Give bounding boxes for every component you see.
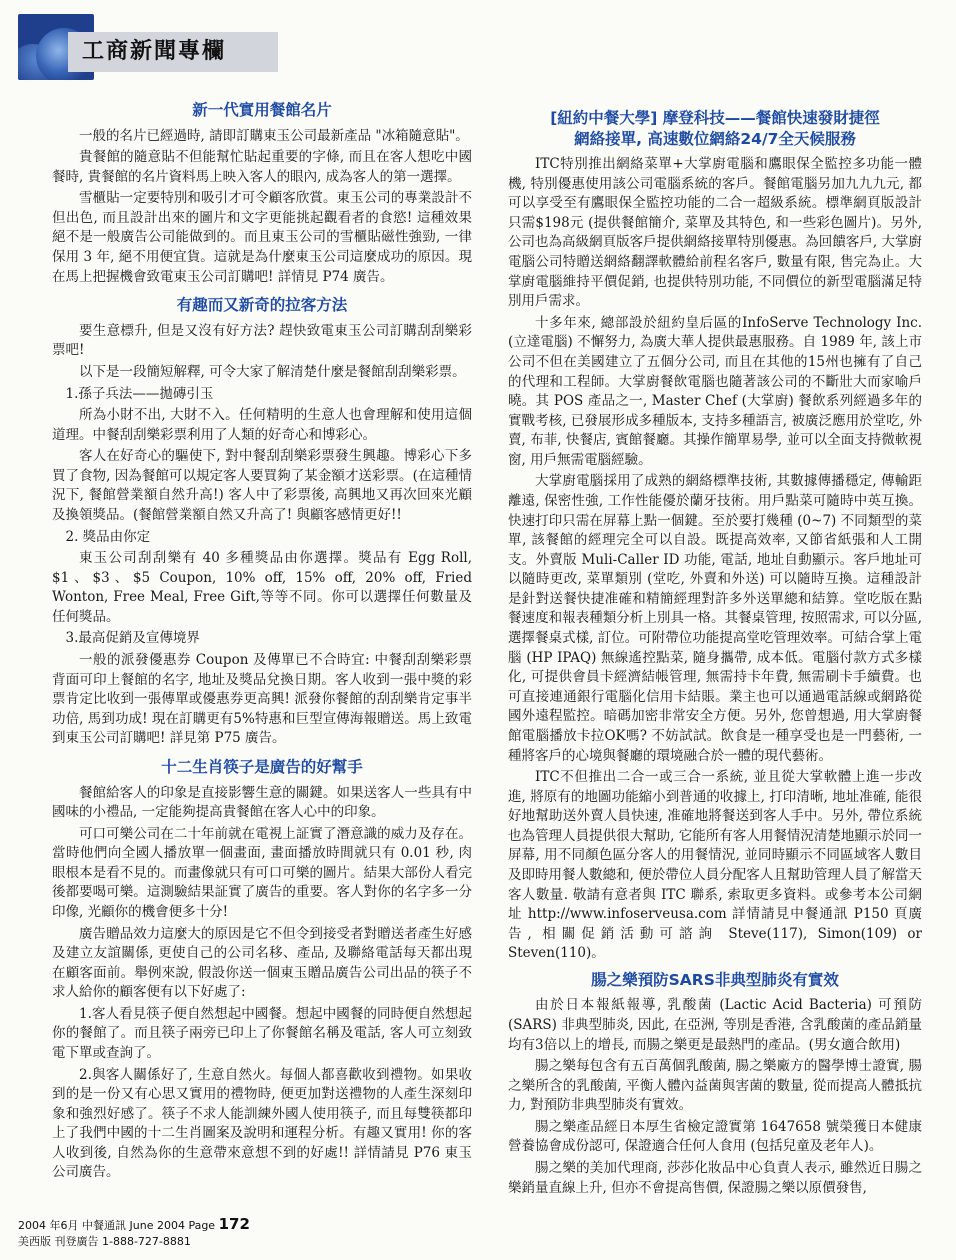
paragraph: 廣告贈品效力這麼大的原因是它不但令到接受者對贈送者產生好感及建立友誼關係, 更使自己的公司名移、產品, 及聯絡電話每天都出現在顧客面前。舉例來說, 假設你送一個東玉贈品廣告公司出品的筷子不求人給你的顧客便有以下好處了: [52,925,472,1001]
footer-ad-phone: 美西版 刊登廣告 1-888-727-8881 [18,1235,191,1248]
paragraph: 貴餐館的隨意貼不但能幫忙貼起重要的字條, 而且在客人想吃中國餐時, 貴餐館的名片資料馬上映入客人的眼內, 成為客人的第一選擇。 [52,149,472,185]
paragraph: 所為小財不出, 大財不入。任何精明的生意人也會理解和使用這個道理。中餐刮刮樂彩票利用了人類的好奇心和博彩心。 [52,407,472,443]
footer-date-en: June 2004 Page [129,1219,216,1232]
title-line: 網絡接單, 高速數位網絡24/7全天候服務 [574,129,856,148]
paragraph: 可口可樂公司在二十年前就在電視上証實了潛意識的威力及存在。當時他們向全國人播放單一個畫面, 畫面播放時間就只有 0.01 秒, 肉眼根本是看不見的。而畫像就只有可口可樂的圖片。結果大部份人看完後都要喝可樂。這測驗結果証實了廣告的重要。客人對你的名字多一分印像, 光顧你的機會便多十分! [52,825,472,920]
title-line: [紐約中餐大學] 摩登科技——餐館快速發財捷徑 [550,109,880,127]
paragraph: 由於日本報紙報導, 乳酸菌 (Lactic Acid Bacteria) 可預防 (SARS) 非典型肺炎, 因此, 在亞洲, 等別是香港, 含乳酸菌的產品銷量均有3倍以上的增長, 而腸之樂更是最熱門的產品。(男女適合飲用) [508,997,922,1053]
footer-date: 2004 年6月 [18,1219,79,1232]
paragraph: 2.與客人關係好了, 生意自然火。每個人都喜歡收到禮物。如果收到的是一份又有心思又實用的禮物時, 便更加對送禮物的人產生深刻印象和強烈好感了。筷子不求人能訓練外國人使用筷子, 而且每雙筷都印上了我們中國的十二生肖圖案及說明和運程分析。有趣又實用! 你的客人收到後, 自然為你的生意帶來意想不到的好處!! 詳情請見 P76 東玉公司廣告。 [52,1066,472,1181]
paragraph: 大掌廚電腦採用了成熟的網絡標準技術, 其數據傳播穩定, 傳輸距離遠, 保密性強, 工作性能優於蘭牙技術。用戶點菜可隨時中英互換。快速打印只需在屏幕上點一個鍵。至於要打幾種 (0~7) 不同類型的菜單, 該餐館的經理完全可以自設。既提高效率, 又節省紙張和人工開支。外賣版 Muli-Caller ID 功能, 電話, 地址自動顯示。客戶地址可以隨時更改, 菜單類別 (堂吃, 外賣和外送) 可以隨時互換。這種設計是針對送餐快捷准確和精簡經理對許多外送單總和結算。堂吃版在點餐速度和報表種類分析上別具一格。其餐桌管理, 按照需求, 可以分區, 選擇餐桌式樣, 訂位。可附帶位功能提高堂吃管理效率。可結合掌上電腦 (HP IPAQ) 無線遙控點菜, 隨身攜帶, 成本低。電腦付款方式多樣化, 可提供會員卡經濟結帳管理, 無需持卡年費, 無需刷卡手續費。也可直接連通銀行電腦化信用卡結賬。業主也可以通過電話線或網路從國外遠程監控。暗碼加密非常安全方便。另外, 您曾想過, 用大掌廚餐館電腦播放卡拉OK嗎? 不妨試試。飲食是一種享受也是一門藝術, 一種將客戶的心境與餐廳的環境融合於一體的現代藝術。 [508,473,922,764]
paragraph: 腸之樂產品經日本厚生省檢定證實第 1647658 號榮獲日本健康營養協會成份認可, 保證適合任何人食用 (包括兒童及老年人)。 [508,1118,922,1155]
paragraph: 雪櫃貼一定要特別和吸引才可令顧客欣賞。東玉公司的專業設計不但出色, 而且設計出來的圖片和文字更能挑起觀看者的食慾! 這種效果絕不是一般廣告公司能做到的。而且東玉公司的雪櫃貼磁性強勁, 一律保用 3 年, 絕不用便宜貨。這就是為什麼東玉公司這麼成功的原因。現在馬上把握機會致電東玉公司訂購吧! 詳情見 P74 廣告。 [52,190,472,285]
footer-line-1 [18,1216,250,1234]
article-title: 腸之樂預防SARS非典型肺炎有實效 [591,970,839,989]
column-title: 工商新聞專欄 [82,39,227,64]
paragraph: ITC不但推出二合一或三合一系統, 並且從大掌軟體上進一步改進, 將原有的地圖功能縮小到普通的收據上, 打印清晰, 地址准確, 能很好地幫助送外賣人員快速, 准確地將餐送到客人手中。另外, 帶位系統也為管理人員提供很大幫助, 它能所有客人用餐情況清楚地顯示於同一屏幕, 用不同顏色區分客人的用餐情況, 並同時顯示不同區域客人數目及即時用餐人數總和, 便於帶位人員分配客人且幫助管理人員了解當天客人數量. 敬請有意者與 ITC 聯系, 索取更多資料。或參考本公司網址 http://www.infoserveusa.com 詳情請見中餐通訊 P150 頁廣告, 相關促銷活動可諮詢 Steve(117), Simon(109) or Steven(110)。 [508,769,922,962]
page-footer [18,1216,250,1250]
paragraph: 一般的名片已經過時, 請即訂購東玉公司最新產品 "冰箱隨意貼"。 [79,127,469,144]
left-column [52,96,472,1185]
article-title [508,108,922,149]
subheading: 2. 獎品由你定 [65,528,151,545]
page-number: 172 [218,1215,250,1233]
column-header [18,14,278,84]
paragraph: 腸之樂每包含有五百萬個乳酸菌, 腸之樂廠方的醫學博士證實, 腸之樂所含的乳酸菌, 平衡人體內益菌與害菌的數量, 從而提高人體抵抗力, 對預防非典型肺炎有實效。 [508,1058,922,1114]
paragraph: 一般的派發優惠券 Coupon 及傳單已不合時宜: 中餐刮刮樂彩票背面可印上餐館的名字, 地址及獎品兌換日期。客人收到一張中獎的彩票肯定比收到一張傳單或優惠券更高興! 派發你餐館的刮刮樂肯定事半功倍, 馬到功成! 現在訂購更有5%特惠和巨型宣傳海報贈送。馬上致電到東玉公司訂購吧! 詳見第 P75 廣告。 [52,652,472,747]
subheading: 3.最高促銷及宣傳境界 [65,630,200,647]
paragraph: 東玉公司刮刮樂有 40 多種獎品由你選擇。獎品有 Egg Roll, $1、$3、$5 Coupon, 10% off, 15% off, 20% off, Fried Wonton, Free Meal, Free Gift,等等不同。你可以選擇任何數量及任何獎品。 [52,550,472,625]
paragraph: 以下是一段簡短解釋, 可令大家了解清楚什麼是餐館刮刮樂彩票。 [79,363,466,380]
subheading: 1.孫子兵法——拋磚引玉 [65,385,214,402]
paragraph: 1.客人看見筷子便自然想起中國餐。想起中國餐的同時便自然想起你的餐館了。而且筷子兩旁已印上了你餐館名稱及電話, 客人可立刻致電下單或查詢了。 [52,1005,472,1062]
paragraph: 客人在好奇心的驅使下, 對中餐刮刮樂彩票發生興趣。博彩心下多買了食物, 因為餐館可以規定客人要買夠了某金額才送彩票。(在這種情況下, 餐館營業額自然升高!) 客人中了彩票後, 高興地又再次回來光顧及換領獎品。(餐館營業額自然又升高了! 與顧客感情更好!! [52,448,472,523]
article-title: 有趣而又新奇的拉客方法 [176,296,348,315]
paragraph: 餐館給客人的印象是直接影響生意的關鍵。如果送客人一些具有中國味的小禮品, 一定能夠提高貴餐館在客人心中的印象。 [52,784,472,821]
paragraph: ITC特別推出網絡菜單+大掌廚電腦和鷹眼保全監控多功能一體機, 特別優惠使用該公司電腦系統的客戶。餐館電腦另加九九九元, 都可以享受至有鷹眼保全監控功能的二合一超級系統。標準網頁版設計只需$198元 (提供餐館簡介, 菜單及其特色, 和一些彩色圖片)。另外, 公司也為高級網頁版客戶提供網絡接單特別優惠。為回饋客戶, 大掌廚電腦公司特贈送網絡翻譯軟體給前程名客戶, 數量有限, 售完為止。大掌廚電腦維持平價促銷, 也提供特別功能, 不同價位的新型電腦滿足特別用戶需求。 [508,156,922,310]
paragraph: 腸之樂的美加代理商, 莎莎化妝品中心負責人表示, 雖然近日腸之樂銷量直線上升, 但亦不會提高售價, 保證腸之樂以原價發售, [508,1160,922,1196]
paragraph: 十多年來, 總部設於紐約皇后區的InfoServe Technology Inc.(立達電腦) 不懈努力, 為廣大華人提供最惠服務。自 1989 年, 該上市公司不但在美國建立了五個分公司, 而且在其他的15州也擁有了自己的代理和工程師。大掌廚餐飲電腦也隨著該公司的不斷壯大而家喻戶曉。其 POS 產品之一, Master Chef (大掌廚) 餐飲系列經過多年的實戰考核, 已發展形成多種版本, 支持多種語言, 被廣泛應用於堂吃, 外賣, 布菲, 快餐店, 賓館餐廳。其操作簡單易學, 並可以全面支持微軟視窗, 用戶無需電腦經驗。 [508,314,922,468]
article-title: 新一代實用餐館名片 [192,101,332,119]
paragraph: 要生意標升, 但是又沒有好方法? 趕快致電東玉公司訂購刮刮樂彩票吧! [52,322,472,359]
footer-publication: 中餐通訊 [82,1219,126,1232]
article-title: 十二生肖筷子是廣告的好幫手 [161,757,363,776]
right-column [508,96,922,1200]
